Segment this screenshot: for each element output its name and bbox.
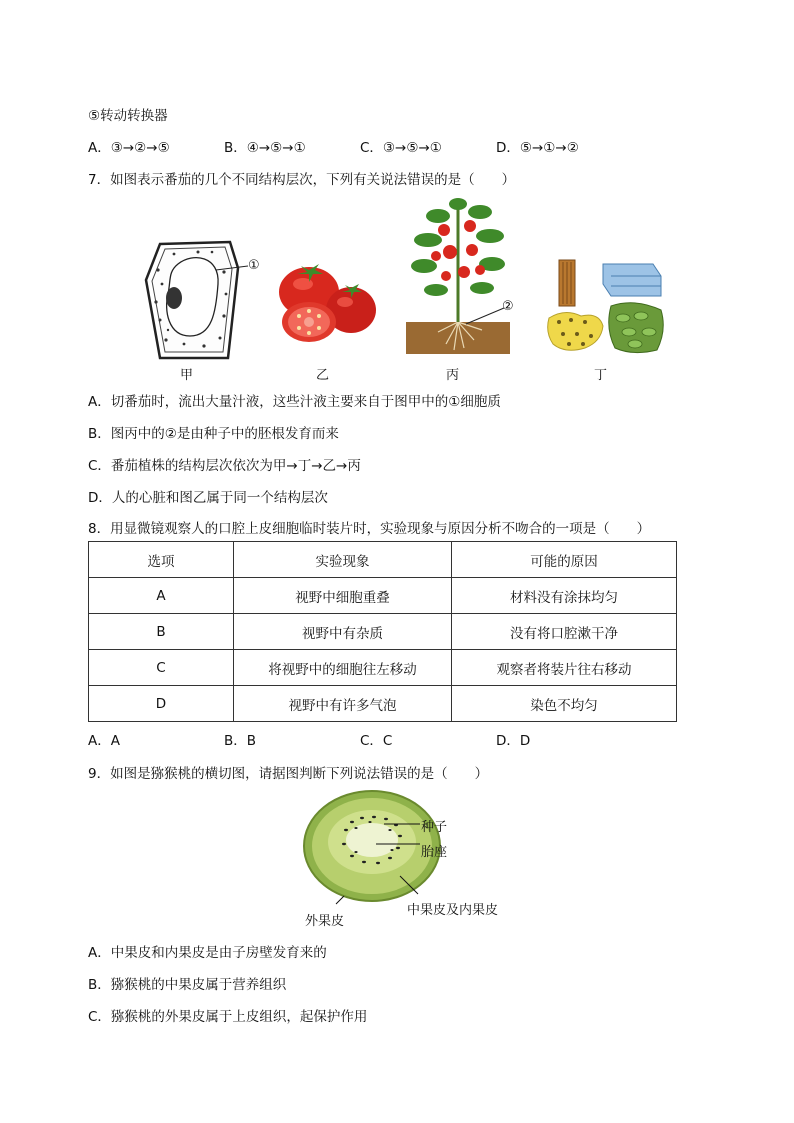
q9-option-c: C．猕猴桃的外果皮属于上皮组织，起保护作用 [88, 1009, 368, 1025]
label-jia: 甲 [180, 368, 194, 383]
q6-tail-item: ⑤转动转换器 [88, 108, 168, 124]
table-row [89, 614, 677, 650]
q8-option-b: B．B [224, 733, 257, 749]
table-cell: D [89, 686, 234, 722]
q6-options [88, 136, 579, 156]
table-cell: A [89, 578, 234, 614]
q7-stem: 7．如图表示番茄的几个不同结构层次，下列有关说法错误的是（ ） [88, 172, 516, 188]
label-ding: 丁 [594, 368, 608, 383]
q9-stem: 9．如图是猕猴桃的横切图，请据图判断下列说法错误的是（ ） [88, 766, 489, 782]
label-placenta: 胎座 [421, 845, 448, 860]
q9-option-a: A．中果皮和内果皮是由子房壁发育来的 [88, 945, 327, 961]
q7-option-b: B．图丙中的②是由种子中的胚根发育而来 [88, 426, 339, 442]
q8-table [88, 541, 677, 722]
q6-option-c: C．③→⑤→① [360, 140, 442, 156]
q8-stem: 8．用显微镜观察人的口腔上皮细胞临时装片时，实验现象与原因分析不吻合的一项是（ ） [88, 521, 651, 537]
table-header-row [89, 542, 677, 578]
table-cell: 材料没有涂抹均匀 [452, 578, 677, 614]
q8-options [88, 729, 530, 749]
table-cell: B [89, 614, 234, 650]
label-seed: 种子 [421, 820, 448, 835]
q7-option-d: D．人的心脏和图乙属于同一个结构层次 [88, 490, 328, 506]
label-circle-2: ② [502, 299, 514, 314]
tissue-figure [545, 256, 670, 356]
tomato-plant-figure [406, 196, 518, 356]
q9-option-b: B．猕猴桃的中果皮属于营养组织 [88, 977, 287, 993]
table-cell: 视野中有许多气泡 [234, 686, 452, 722]
table-row [89, 686, 677, 722]
table-header: 可能的原因 [452, 542, 677, 578]
label-yi: 乙 [316, 368, 330, 383]
table-row [89, 578, 677, 614]
tomato-figure [275, 262, 380, 344]
q7-option-a: A．切番茄时，流出大量汁液，这些汁液主要来自于图甲中的①细胞质 [88, 394, 501, 410]
table-header: 选项 [89, 542, 234, 578]
table-header: 实验现象 [234, 542, 452, 578]
label-exocarp: 外果皮 [305, 914, 345, 929]
q8-option-c: C．C [360, 733, 393, 749]
table-row [89, 650, 677, 686]
table-cell: 将视野中的细胞往左移动 [234, 650, 452, 686]
label-mesocarp-endocarp: 中果皮及内果皮 [407, 903, 499, 918]
q7-option-c: C．番茄植株的结构层次依次为甲→丁→乙→丙 [88, 458, 361, 474]
table-cell: 视野中有杂质 [234, 614, 452, 650]
q6-option-b: B．④→⑤→① [224, 140, 306, 156]
label-bing: 丙 [446, 368, 460, 383]
table-cell: 染色不均匀 [452, 686, 677, 722]
label-circle-1: ① [248, 258, 260, 273]
q6-option-d: D．⑤→①→② [496, 140, 579, 156]
table-cell: C [89, 650, 234, 686]
table-cell: 观察者将装片往右移动 [452, 650, 677, 686]
q8-option-a: A．A [88, 733, 120, 749]
table-cell: 没有将口腔漱干净 [452, 614, 677, 650]
q6-option-a: A．③→②→⑤ [88, 140, 170, 156]
table-cell: 视野中细胞重叠 [234, 578, 452, 614]
q8-option-d: D．D [496, 733, 531, 749]
